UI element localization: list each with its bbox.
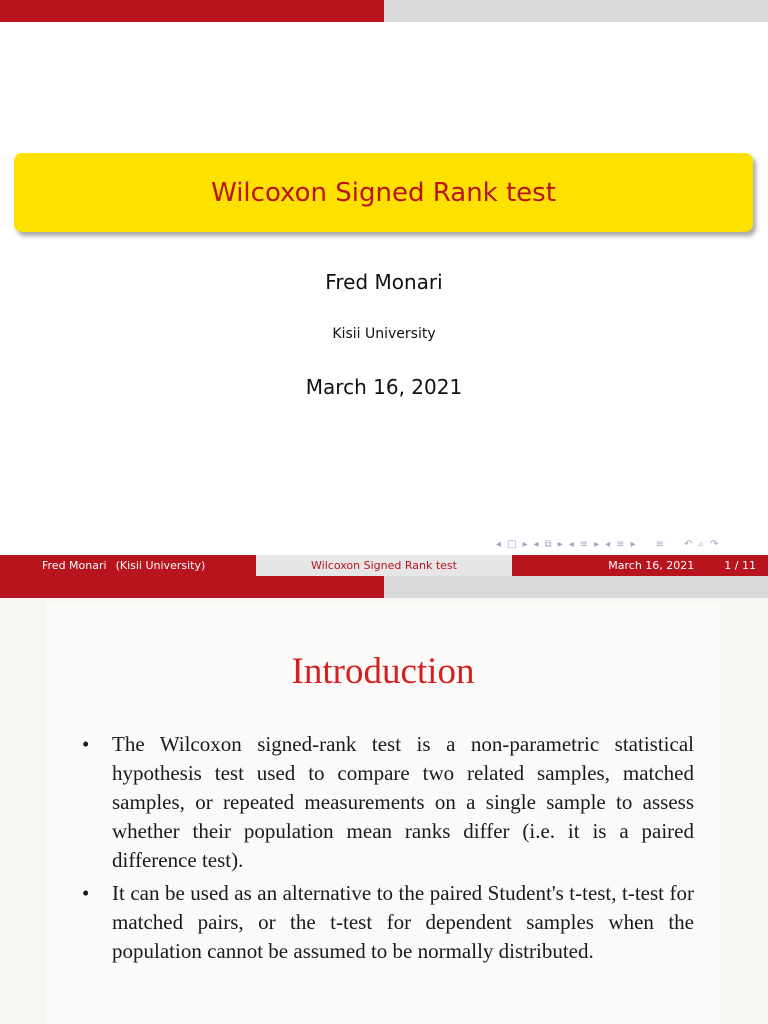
bullet-list <box>82 730 694 970</box>
align-icon[interactable]: ≡ <box>655 538 665 550</box>
top-bar <box>0 0 768 22</box>
nav-left-arrow-icon[interactable]: ◂ <box>605 538 611 550</box>
bullet-text: It can be used as an alternative to the paired Student's t-test, t-test for matched pairs, or the t-test for dependent samples when the population cannot be assumed to be normally distributed. <box>112 881 694 963</box>
section-title: Introduction <box>291 651 475 692</box>
search-icon[interactable]: ⌕ <box>698 538 705 550</box>
top-bar-gray <box>384 576 768 598</box>
nav-right-arrow-icon[interactable]: ▸ <box>522 538 528 550</box>
frame-icon[interactable]: □ <box>507 538 517 550</box>
footer-title: Wilcoxon Signed Rank test <box>311 559 457 572</box>
section-icon[interactable]: ≡ <box>579 538 589 550</box>
footer-institute: (Kisii University) <box>115 559 206 572</box>
undo-icon[interactable]: ↶ <box>684 538 693 550</box>
footer-right <box>512 555 768 576</box>
footer-author: Fred Monari <box>42 559 107 572</box>
footer-bar <box>0 555 768 576</box>
title-box <box>14 153 753 232</box>
scanned-page <box>46 602 720 1024</box>
redo-icon[interactable]: ↷ <box>710 538 719 550</box>
footer-left <box>0 555 256 576</box>
footer-middle <box>256 555 512 576</box>
footer-page-number: 1 / 11 <box>724 559 756 572</box>
institute-name: Kisii University <box>332 326 436 342</box>
top-bar-red <box>0 576 384 598</box>
navigation-controls <box>496 536 762 552</box>
section-icon[interactable]: ≡ <box>616 538 625 550</box>
bullet-marker: • <box>82 732 90 756</box>
nav-right-arrow-icon[interactable]: ▸ <box>557 538 563 550</box>
list-item <box>82 879 694 966</box>
footer-date: March 16, 2021 <box>608 559 695 572</box>
nav-right-arrow-icon[interactable]: ▸ <box>630 538 636 550</box>
nav-left-arrow-icon[interactable]: ◂ <box>496 538 502 550</box>
nav-right-arrow-icon[interactable]: ▸ <box>594 538 600 550</box>
subsection-icon[interactable]: ⧉ <box>544 538 552 550</box>
author-name: Fred Monari <box>325 270 443 294</box>
nav-left-arrow-icon[interactable]: ◂ <box>533 538 539 550</box>
list-item <box>82 730 694 875</box>
top-bar-red <box>0 0 384 22</box>
presentation-date: March 16, 2021 <box>305 375 463 399</box>
top-bar <box>0 576 768 598</box>
nav-left-arrow-icon[interactable]: ◂ <box>568 538 574 550</box>
slide-title: Wilcoxon Signed Rank test <box>211 177 556 208</box>
bullet-text: The Wilcoxon signed-rank test is a non-parametric statistical hypothesis test used to compare two related samples, matched samples, or repeated measurements on a single sample to assess whether their population mean ranks differ (i.e. it is a paired difference test). <box>112 732 694 872</box>
top-bar-gray <box>384 0 768 22</box>
introduction-slide <box>0 576 768 1024</box>
bullet-marker: • <box>82 881 90 905</box>
